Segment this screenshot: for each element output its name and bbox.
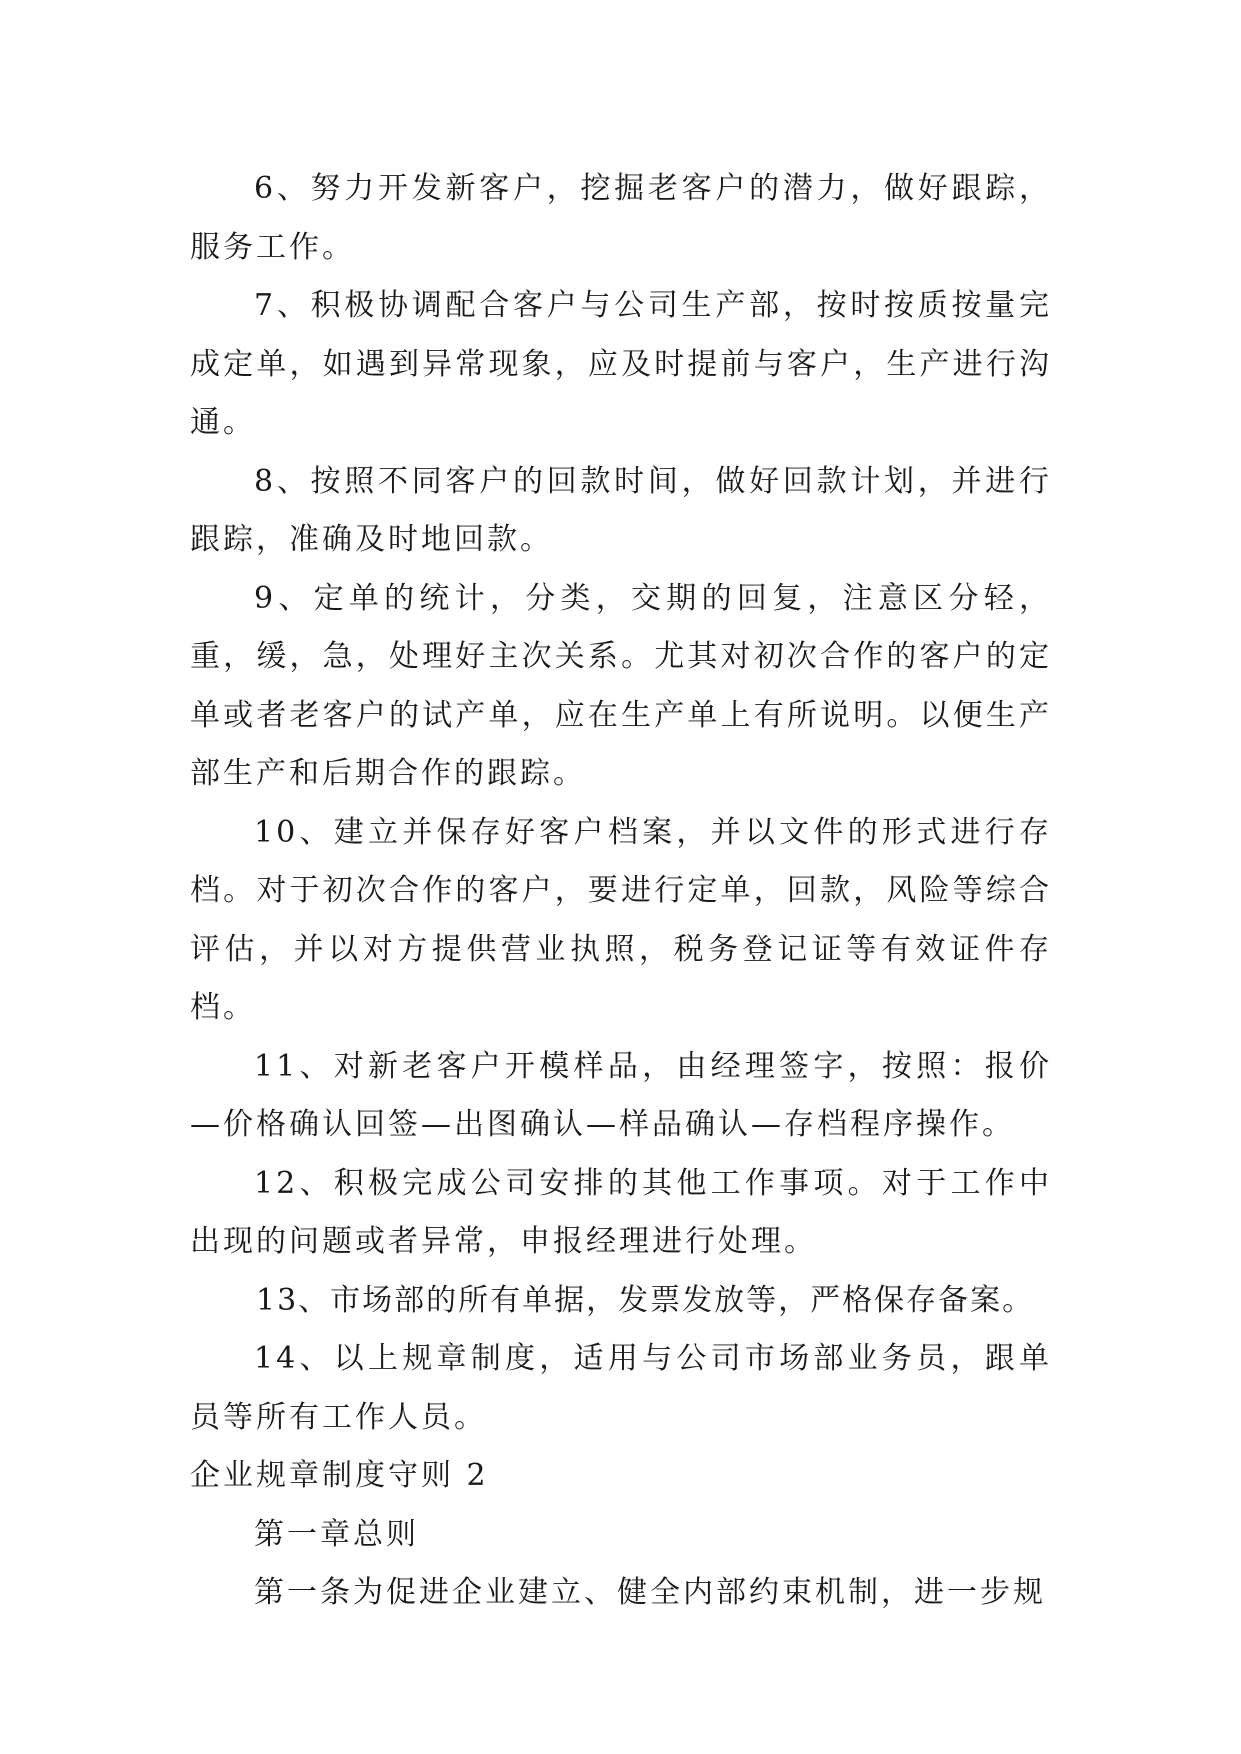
section-title: 企业规章制度守则 2 xyxy=(190,1458,489,1493)
paragraph-item-10: 10、建立并保存好客户档案，并以文件的形式进行存档。对于初次合作的客户，要进行定单，回款，风险等综合评估，并以对方提供营业执照，税务登记证等有效证件存档。 xyxy=(190,814,1052,1025)
paragraph-item-8: 8、按照不同客户的回款时间，做好回款计划，并进行跟踪，准确及时地回款。 xyxy=(190,463,1052,557)
document-body xyxy=(190,160,1052,1623)
paragraph-item-9: 9、定单的统计，分类，交期的回复，注意区分轻，重，缓，急，处理好主次关系。尤其对初次合作的客户的定单或者老客户的试产单，应在生产单上有所说明。以便生产部生产和后期合作的跟踪。 xyxy=(190,580,1052,791)
article-1-text: 第一条为促进企业建立、健全内部约束机制，进一步规 xyxy=(254,1575,1046,1610)
paragraph-item-6: 6、努力开发新客户，挖掘老客户的潜力，做好跟踪，服务工作。 xyxy=(190,171,1052,265)
paragraph-item-13: 13、市场部的所有单据，发票发放等，严格保存备案。 xyxy=(256,1282,1035,1318)
paragraph-item-14: 14、以上规章制度，适用与公司市场部业务员，跟单员等所有工作人员。 xyxy=(190,1341,1052,1435)
chapter-title: 第一章总则 xyxy=(254,1516,419,1552)
paragraph-item-12: 12、积极完成公司安排的其他工作事项。对于工作中出现的问题或者异常，申报经理进行处理。 xyxy=(190,1165,1052,1259)
paragraph-item-11: 11、对新老客户开模样品，由经理签字，按照：报价—价格确认回签—出图确认—样品确认—存档程序操作。 xyxy=(190,1048,1052,1142)
paragraph-item-7: 7、积极协调配合客户与公司生产部，按时按质按量完成定单，如遇到异常现象，应及时提前与客户，生产进行沟通。 xyxy=(190,288,1052,440)
